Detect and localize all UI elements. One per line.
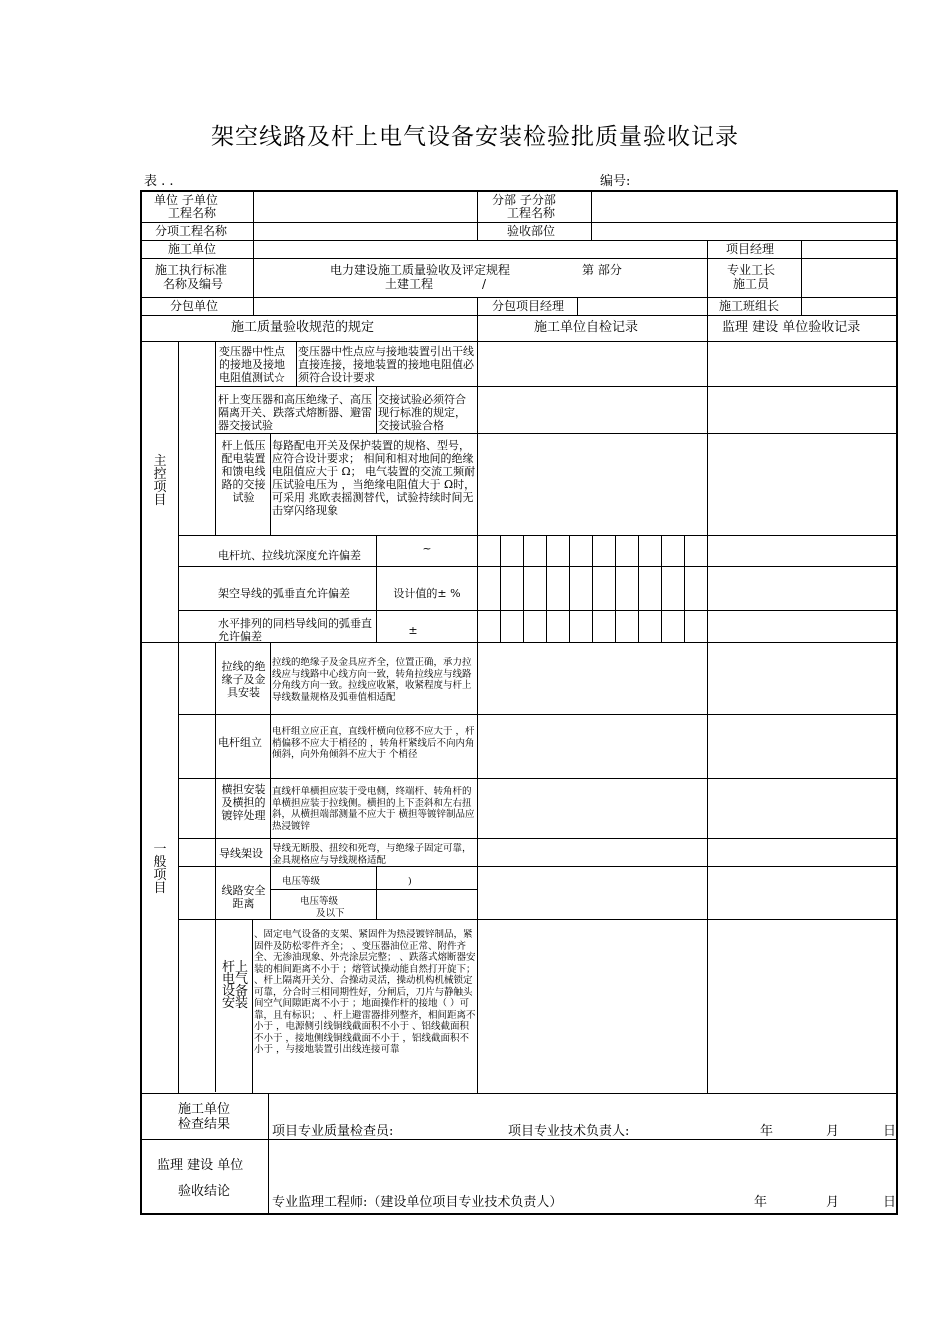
general-item-3-req: 直线杆单横担应装于受电侧，终端杆、转角杆的单横担应装于拉线侧。横担的上下歪斜和左右扭斜，从横担端部测量不应大于 横担等镀锌制品应热浸镀锌	[272, 786, 475, 832]
quality-inspector-sign: 项目专业质量检查员:	[272, 1124, 394, 1139]
page-title: 架空线路及杆上电气设备安装检验批质量验收记录	[211, 124, 739, 150]
team-lead-label: 施工班组长	[719, 299, 780, 313]
general-items-label: 一 般 项 目	[153, 842, 167, 896]
main-item-6-req: ±	[408, 624, 418, 637]
main-item-6-name: 水平排列的同档导线间的弧垂直允许偏差	[218, 617, 372, 642]
main-item-1-req: 变压器中性点应与接地装置引出干线直接连接，接地装置的接地电阻值必须符合设计要求	[298, 345, 474, 384]
check-result-label: 施工单位	[178, 1102, 231, 1117]
main-item-2-name: 杆上变压器和高压绝缘子、高压隔离开关、跌落式熔断器、避雷器交接试验	[218, 393, 372, 432]
general-item-1-name: 拉线的绝缘子及金具安装	[221, 660, 266, 699]
standard-slash: /	[482, 277, 487, 291]
sub-pm-label: 分包项目经理	[492, 299, 565, 313]
check-result-label-2: 检查结果	[178, 1117, 231, 1132]
safety-voltage-bracket: )	[408, 876, 412, 887]
sup-year: 年	[754, 1195, 768, 1210]
construction-unit-label: 施工单位	[168, 242, 217, 256]
supervision-engineer-sign: 专业监理工程师:（建设单位项目专业技术负责人）	[272, 1195, 563, 1210]
main-item-4-req: ~	[422, 542, 432, 555]
main-item-1-name: 变压器中性点的接地及接地电阻值测试☆	[219, 345, 285, 384]
main-item-2-req: 交接试验必须符合现行标准的规定，交接试验合格	[378, 393, 466, 432]
main-item-5-name: 架空导线的弧垂直允许偏差	[218, 587, 350, 600]
check-month: 月	[826, 1124, 840, 1139]
subsection-label-2: 工程名称	[507, 206, 556, 220]
sup-month: 月	[826, 1195, 840, 1210]
safety-voltage-3: 及以下	[316, 908, 345, 919]
accept-part-label: 验收部位	[507, 224, 556, 238]
general-item-6-name: 杆上电气设备安装	[222, 960, 249, 1011]
tech-lead-sign: 项目专业技术负责人:	[508, 1124, 630, 1139]
standard-value: 电力建设施工质量验收及评定规程	[330, 263, 511, 277]
main-item-5-req: 设计值的± %	[393, 587, 461, 600]
safety-voltage-2: 电压等级	[300, 896, 339, 907]
serial-number-label: 编号:	[600, 174, 631, 189]
main-control-label: 主 控 项 目	[153, 454, 167, 508]
general-item-2-req: 电杆组立应正直，直线杆横向位移不应大于 ，杆梢偏移不应大于梢径的 ，转角杆紧线后不向内角倾斜，向外角倾斜不应大于 个梢径	[272, 726, 475, 760]
check-year: 年	[760, 1124, 774, 1139]
unit-project-label-2: 工程名称	[168, 206, 217, 220]
supervision-column-header: 监理 建设 单位验收记录	[722, 320, 861, 335]
general-item-5-name: 线路安全距离	[221, 884, 266, 910]
main-item-3-name: 杆上低压配电装置和馈电线路的交接试验	[221, 439, 266, 504]
standard-label-2: 名称及编号	[163, 277, 224, 291]
safety-voltage-1: 电压等级	[282, 876, 321, 887]
subcontractor-label: 分包单位	[170, 299, 219, 313]
foreman-label-2: 施工员	[733, 277, 770, 291]
table-number: 表 . .	[144, 174, 174, 189]
main-item-3-req: 每路配电开关及保护装置的规格、型号，应符合设计要求； 相间和相对地间的绝缘电阻值应大于 Ω； 电气装置的交流工频耐压试验电压为 ，当绝缘电阻值大于 Ω时，可采用 兆欧表摇测替代，试验持续时间无击穿闪络现象	[272, 439, 476, 517]
main-item-4-name: 电杆坑、拉线坑深度允许偏差	[218, 549, 361, 562]
general-item-6-req: 、固定电气设备的支架、紧固件为热浸镀锌制品，紧固件及防松零件齐全； 、变压器油位正常、附件齐全、无渗油现象、外壳涂层完整； 、跌落式熔断器安装的相间距离不小于 ；熔管试操动能自然打开旋下； 、杆上隔离开关分、合操动灵活，操动机构机械锁定可靠，分合时三相同期性好，分闸后，刀片与静触头间空气间隙距离不小于 ；地面操作杆的接地（ ）可靠，且有标识； 、杆上避雷器排列整齐，相间距离不小于 ，电源侧引线铜线截面积不小于 、铝线截面积不小于 ，接地侧线铜线截面不小于 ，铝线截面积不小于 ，与接地装置引出线连接可靠	[254, 929, 476, 1055]
subsection-label: 分部 子分部	[492, 193, 556, 207]
self-check-column-header: 施工单位自检记录	[534, 320, 639, 335]
spec-column-header: 施工质量验收规范的规定	[231, 320, 375, 335]
sup-day: 日	[883, 1195, 897, 1210]
general-item-2-name: 电杆组立	[218, 736, 262, 749]
unit-project-label: 单位 子单位	[154, 193, 218, 207]
item-name-label: 分项工程名称	[155, 224, 228, 238]
standard-section: 土建工程	[385, 277, 434, 291]
general-item-4-name: 导线架设	[219, 847, 263, 860]
general-item-1-req: 拉线的绝缘子及金具应齐全，位置正确，承力拉线应与线路中心线方向一致，转角拉线应与线路分角线方向一致。拉线应收紧，收紧程度与杆上导线数量规格及弧垂值相适配	[272, 657, 472, 703]
supervision-label-2: 验收结论	[178, 1184, 231, 1199]
general-item-3-name: 横担安装及横担的镀锌处理	[221, 783, 266, 822]
project-manager-label: 项目经理	[726, 242, 775, 256]
foreman-label: 专业工长	[727, 263, 776, 277]
standard-part: 第 部分	[582, 263, 622, 277]
supervision-label: 监理 建设 单位	[157, 1158, 244, 1173]
standard-label: 施工执行标准	[155, 263, 228, 277]
general-item-4-req: 导线无断股、扭绞和死弯，与绝缘子固定可靠，金具规格应与导线规格适配	[272, 843, 472, 866]
check-day: 日	[883, 1124, 897, 1139]
